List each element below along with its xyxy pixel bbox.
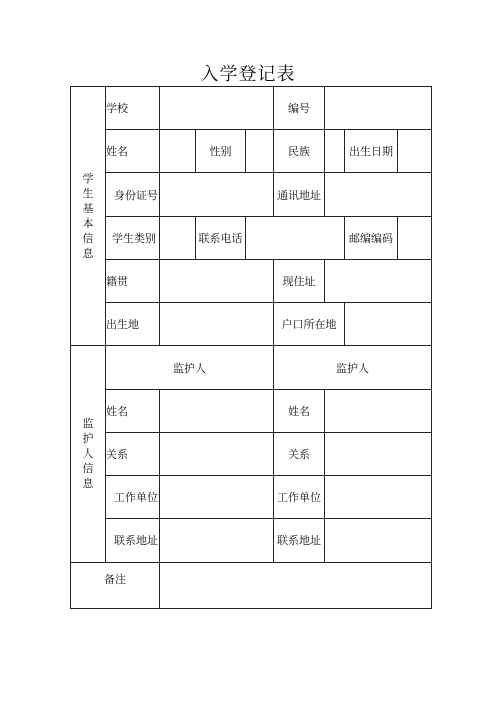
- student-info-label: 学生基本信息: [82, 172, 94, 261]
- student-type-field[interactable]: [160, 216, 196, 259]
- hukou-location-field[interactable]: [345, 303, 432, 346]
- ethnicity-field[interactable]: [325, 130, 345, 173]
- guardian-2-header: 监护人: [274, 346, 432, 389]
- phone-field[interactable]: [246, 216, 345, 259]
- hukou-location-label: 户口所在地: [274, 303, 345, 346]
- id-number-label: 身份证号: [106, 173, 160, 216]
- guardian-2-relation-field[interactable]: [325, 432, 432, 475]
- guardian-2-address-label: 联系地址: [274, 519, 325, 562]
- mailing-address-field[interactable]: [325, 173, 432, 216]
- school-label: 学校: [106, 87, 160, 130]
- guardian-1-header: 监护人: [106, 346, 274, 389]
- gender-field[interactable]: [246, 130, 274, 173]
- birth-date-field[interactable]: [398, 130, 432, 173]
- guardian-1-work-unit-field[interactable]: [160, 476, 274, 519]
- birthplace-label: 出生地: [106, 303, 160, 346]
- guardian-1-work-unit-label: 工作单位: [106, 476, 160, 519]
- guardian-1-name-label: 姓名: [106, 389, 160, 432]
- enrollment-form-table: [70, 86, 432, 609]
- student-name-field[interactable]: [160, 130, 196, 173]
- remarks-text: 备注: [104, 573, 126, 587]
- student-type-label: 学生类别: [106, 216, 160, 259]
- student-name-label: 姓名: [106, 130, 160, 173]
- postal-code-label: 邮编编码: [345, 216, 398, 259]
- current-address-field[interactable]: [325, 259, 432, 302]
- number-label: 编号: [274, 87, 325, 130]
- guardian-1-relation-label: 关系: [106, 432, 160, 475]
- page-title: 入学登记表: [200, 64, 296, 85]
- section-label-guardian-info: [71, 346, 106, 562]
- guardian-2-name-field[interactable]: [325, 389, 432, 432]
- remarks-field[interactable]: [160, 562, 432, 608]
- guardian-2-work-unit-field[interactable]: [325, 476, 432, 519]
- guardian-2-relation-label: 关系: [274, 432, 325, 475]
- native-place-field[interactable]: [160, 259, 274, 302]
- mailing-address-label: 通讯地址: [274, 173, 325, 216]
- school-field[interactable]: [160, 87, 274, 130]
- guardian-1-name-field[interactable]: [160, 389, 274, 432]
- guardian-info-label: 监护人信息: [82, 417, 94, 491]
- postal-code-field[interactable]: [398, 216, 432, 259]
- guardian-2-work-unit-label: 工作单位: [274, 476, 325, 519]
- remarks-label: [71, 562, 160, 608]
- guardian-2-name-label: 姓名: [274, 389, 325, 432]
- ethnicity-label: 民族: [274, 130, 325, 173]
- id-number-field[interactable]: [160, 173, 274, 216]
- phone-label: 联系电话: [196, 216, 246, 259]
- native-place-label: 籍贯: [106, 259, 160, 302]
- current-address-label: 现住址: [274, 259, 325, 302]
- guardian-1-address-field[interactable]: [160, 519, 274, 562]
- birthplace-field[interactable]: [160, 303, 274, 346]
- birth-date-label: 出生日期: [345, 130, 398, 173]
- section-label-student-info: [71, 87, 106, 346]
- guardian-1-address-label: 联系地址: [106, 519, 160, 562]
- guardian-2-address-field[interactable]: [325, 519, 432, 562]
- gender-label: 性别: [196, 130, 246, 173]
- number-field[interactable]: [325, 87, 432, 130]
- guardian-1-relation-field[interactable]: [160, 432, 274, 475]
